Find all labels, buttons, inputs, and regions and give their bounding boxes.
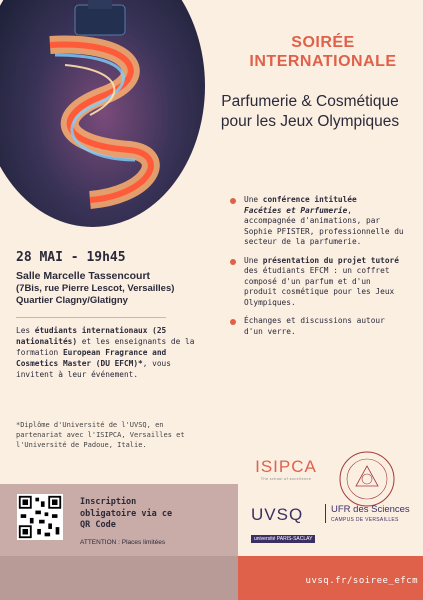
item-text: Une — [244, 255, 263, 265]
university-seal-icon — [338, 450, 396, 508]
program-item — [230, 256, 408, 309]
bullet-dot-icon — [230, 319, 236, 325]
item-text: , accompagnée d'animations, par Sophie PFISTER, professionnelle du secteur de la parfumerie. — [244, 205, 404, 246]
event-title — [228, 33, 418, 71]
item-italic: Facéties et Parfumerie — [244, 205, 348, 215]
uvsq-logo — [251, 505, 315, 544]
venue-address: (7Bis, rue Pierre Lescot, Versailles) — [16, 282, 175, 294]
qr-code-icon[interactable] — [17, 494, 63, 540]
item-text: Une — [244, 195, 263, 204]
event-venue — [16, 270, 174, 308]
perfume-illustration — [0, 0, 205, 227]
subtitle-line-1: Parfumerie & Cosmétique — [221, 93, 399, 110]
venue-name: Salle Marcelle Tassencourt — [16, 270, 151, 282]
bullet-dot-icon — [230, 259, 236, 265]
ufr-campus: CAMPUS DE VERSAILLES — [331, 517, 399, 523]
title-line-1: SOIRÉE — [291, 34, 355, 51]
event-url-link[interactable]: uvsq.fr/soiree_efcm — [305, 576, 418, 586]
item-bold: présentation du projet tutoré — [262, 255, 399, 265]
uvsq-name: UVSQ — [251, 505, 304, 524]
perfume-bottle-image — [0, 0, 205, 227]
event-subtitle — [200, 92, 420, 132]
divider — [16, 317, 166, 318]
ufr-logo — [325, 504, 410, 523]
subtitle-line-2: pour les Jeux Olympiques — [220, 113, 400, 130]
intro-bold: European Fragrance and Cosmetics Master (DU EFCM)* — [16, 348, 167, 368]
ufr-title: UFR des Sciences — [331, 504, 410, 515]
intro-part: , vous invitent à leur événement. — [16, 359, 171, 379]
program-item — [230, 316, 408, 337]
program-list — [230, 195, 408, 345]
program-item — [230, 195, 408, 248]
title-line-2: INTERNATIONALE — [249, 53, 397, 70]
footnote: *Diplôme d'Université de l'UVSQ, en partenariat avec l'ISIPCA, Versailles et l'Université de Padoue, Italie. — [16, 421, 185, 449]
intro-part: et les enseignants de la formation — [16, 337, 195, 357]
uvsq-paris-saclay: université PARIS-SACLAY — [251, 535, 315, 543]
intro-text — [16, 325, 196, 380]
attention-notice: ATTENTION : Places limitées — [80, 539, 166, 546]
item-text: des étudiants EFCM : un coffret composé d'un parfum et d'un produit cosmétique pour les Jeux Olympiques. — [244, 266, 395, 307]
intro-part: Les — [16, 326, 35, 335]
reg-line: QR Code — [80, 520, 116, 530]
isipca-tagline: The school of excellence — [260, 477, 312, 481]
event-date: 28 MAI - 19h45 — [16, 250, 126, 265]
bullet-dot-icon — [230, 198, 236, 204]
isipca-logo — [251, 457, 321, 481]
venue-quarter: Quartier Clagny/Glatigny — [16, 295, 128, 306]
isipca-name: ISIPCA — [255, 457, 317, 476]
intro-bold: étudiants internationaux (25 nationalités) — [16, 326, 167, 346]
reg-line: obligatoire via ce — [80, 508, 173, 519]
footer-left-band — [0, 556, 238, 600]
reg-line: Inscription — [80, 497, 137, 507]
item-bold: conférence intitulée — [262, 195, 357, 204]
registration-text — [80, 497, 172, 532]
item-text: Échanges et discussions autour d'un verre. — [244, 316, 385, 336]
